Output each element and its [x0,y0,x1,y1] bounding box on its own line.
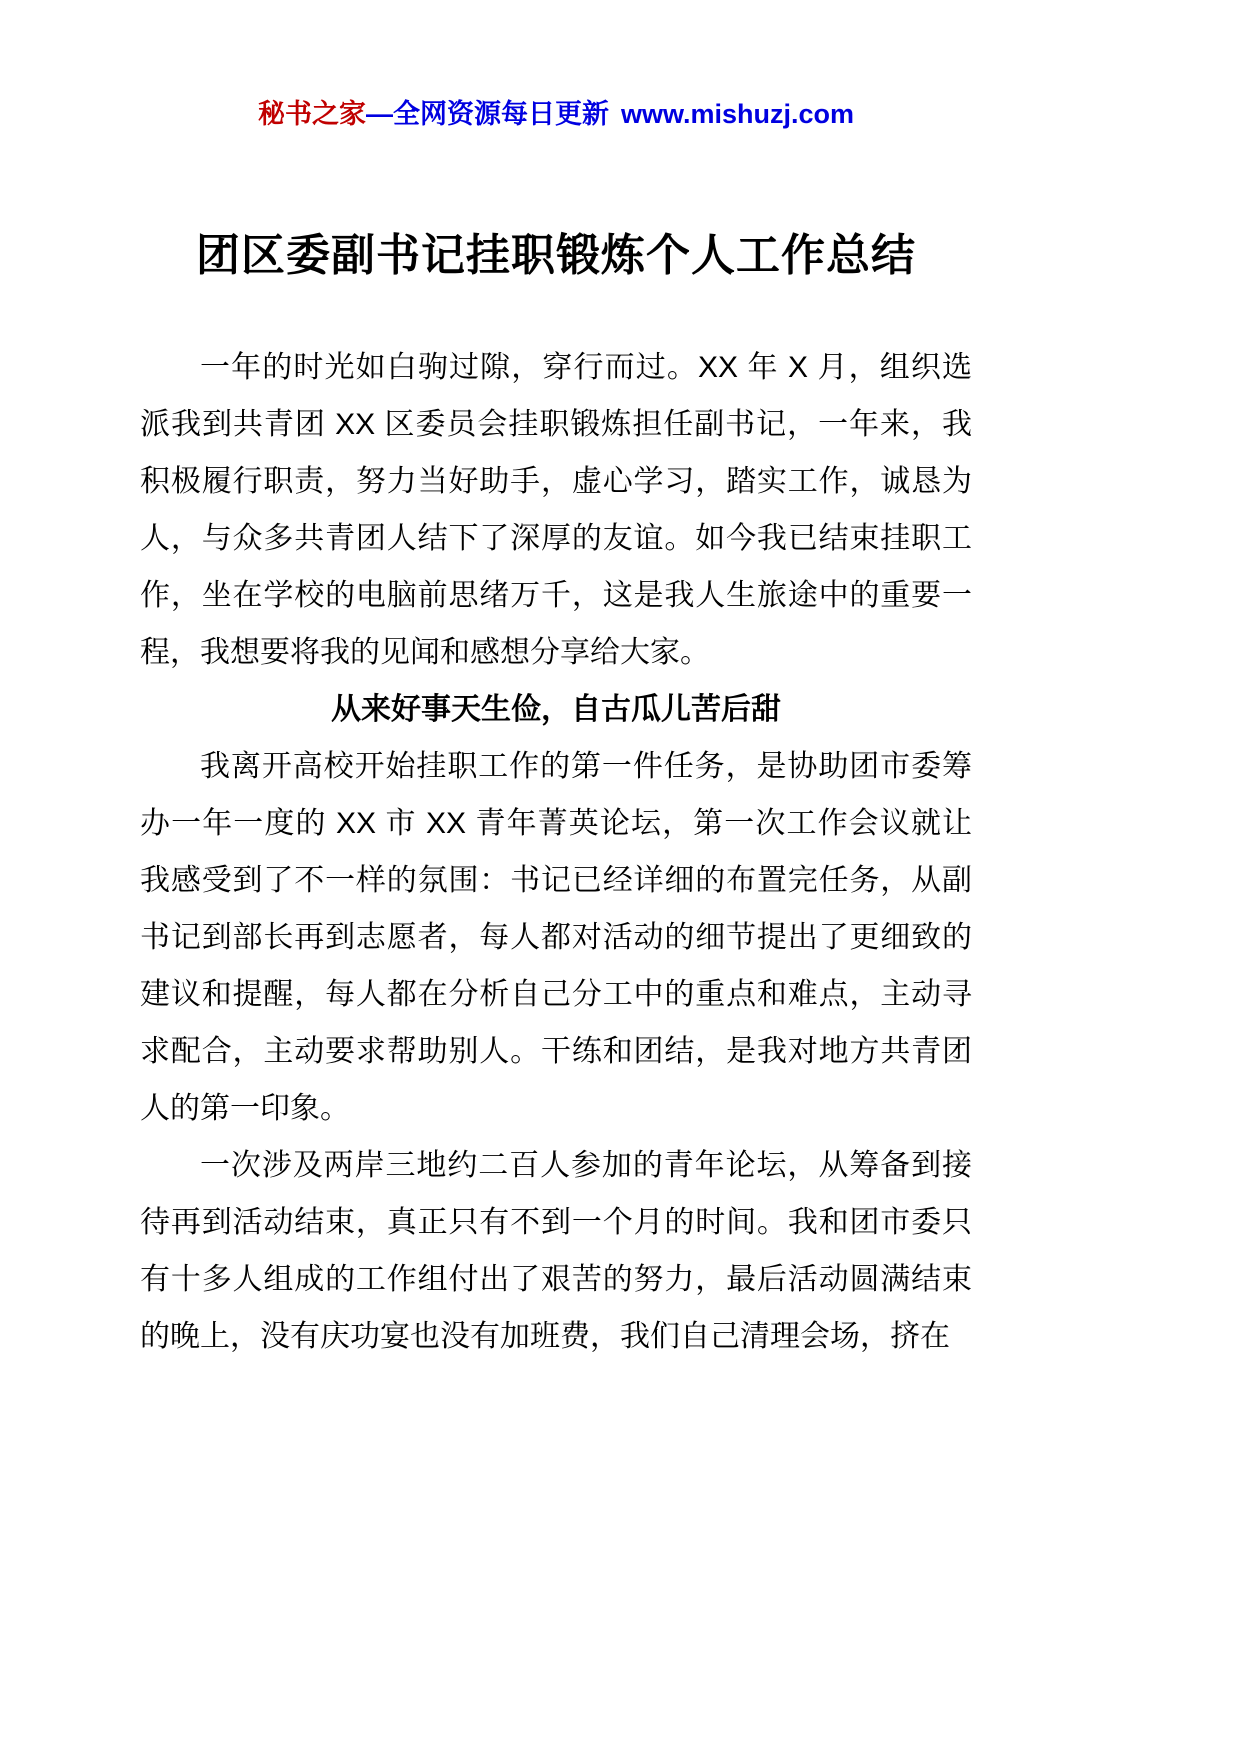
paragraph-2: 我离开高校开始挂职工作的第一件任务，是协助团市委筹办一年一度的 XX 市 XX 青年菁英论坛，第一次工作会议就让我感受到了不一样的氛围：书记已经详细的布置完任务，从副书记到部长再到志愿者，每人都对活动的细节提出了更细致的建议和提醒，每人都在分析自己分工中的重点和难点，主动寻求配合，主动要求帮助别人。干练和团结，是我对地方共青团人的第一印象。 [140,750,972,1125]
section-subheading: 从来好事天生俭，自古瓜儿苦后甜 [331,693,781,726]
site-url-link[interactable]: www.mishuzj.com [620,99,855,129]
site-brand: 秘书之家 [257,99,366,129]
page-header [140,92,972,131]
document-body [140,339,972,1365]
paragraph-1: 一年的时光如白驹过隙，穿行而过。XX 年 X 月，组织选派我到共青团 XX 区委员会挂职锻炼担任副书记，一年来，我积极履行职责，努力当好助手，虚心学习，踏实工作，诚恳为人，与众多共青团人结下了深厚的友谊。如今我已结束挂职工作，坐在学校的电脑前思绪万千，这是我人生旅途中的重要一程，我想要将我的见闻和感想分享给大家。 [140,351,972,669]
site-tagline: —全网资源每日更新 [365,99,609,129]
document-title: 团区委副书记挂职锻炼个人工作总结 [196,231,916,280]
paragraph-3: 一次涉及两岸三地约二百人参加的青年论坛，从筹备到接待再到活动结束，真正只有不到一个月的时间。我和团市委只有十多人组成的工作组付出了艰苦的努力，最后活动圆满结束的晚上，没有庆功宴也没有加班费，我们自己清理会场，挤在 [140,1149,972,1353]
